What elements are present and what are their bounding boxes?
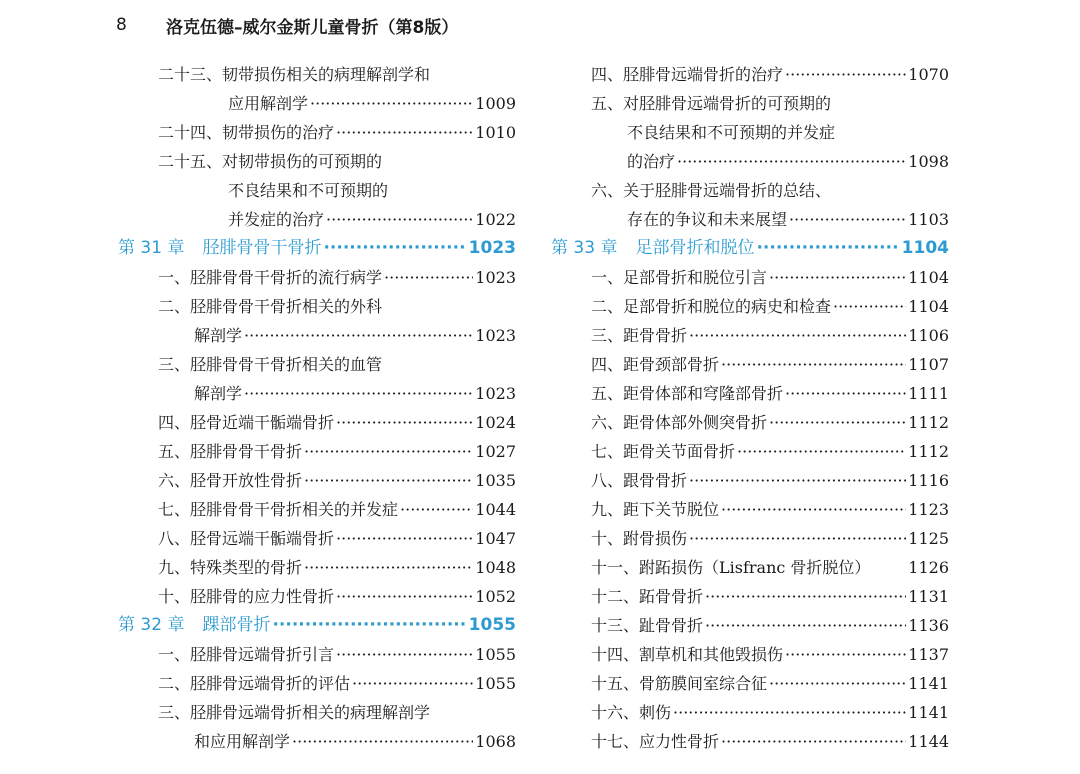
leader-dots [689, 321, 906, 350]
page-ref: 1023 [475, 268, 516, 287]
entry-title: 二、胫腓骨骨干骨折相关的外科 [158, 297, 383, 316]
leader-dots [336, 640, 473, 669]
leader-dots [323, 234, 466, 263]
toc-entry [118, 89, 516, 118]
entry-title: 一、胫腓骨远端骨折引言 [158, 645, 335, 664]
toc-entry [551, 727, 949, 756]
entry-title: 解剖学 [194, 384, 243, 403]
toc-entry [551, 118, 949, 147]
entry-title: 不良结果和不可预期的 [228, 181, 389, 200]
toc-entry [551, 147, 949, 176]
entry-title: 二十三、韧带损伤相关的病理解剖学和 [158, 65, 431, 84]
chapter-title: 胫腓骨骨干骨折 [202, 238, 322, 258]
entry-title: 九、特殊类型的骨折 [158, 558, 303, 577]
entry-title: 五、胫腓骨骨干骨折 [158, 442, 303, 461]
entry-title: 一、足部骨折和脱位引言 [591, 268, 768, 287]
toc-entry [551, 553, 949, 582]
leader-dots [244, 379, 473, 408]
toc-entry [551, 466, 949, 495]
leader-dots [304, 437, 473, 466]
toc-entry [118, 176, 516, 205]
toc-entry [551, 698, 949, 727]
leader-dots [244, 321, 473, 350]
toc-entry [118, 495, 516, 524]
leader-dots [400, 495, 473, 524]
toc-entry [118, 524, 516, 553]
entry-title: 十四、割草机和其他毁损伤 [591, 645, 784, 664]
leader-dots [721, 727, 906, 756]
entry-title: 三、胫腓骨远端骨折相关的病理解剖学 [158, 703, 431, 722]
toc-entry [551, 350, 949, 379]
toc-entry [551, 205, 949, 234]
entry-title: 一、胫腓骨骨干骨折的流行病学 [158, 268, 383, 287]
chapter-heading [118, 611, 516, 640]
toc-entry [118, 408, 516, 437]
leader-dots [304, 553, 473, 582]
entry-title: 解剖学 [194, 326, 243, 345]
page-ref: 1104 [908, 297, 949, 316]
entry-title: 应用解剖学 [228, 94, 309, 113]
entry-title: 并发症的治疗 [228, 210, 325, 229]
page-ref: 1141 [908, 674, 949, 693]
leader-dots [721, 495, 906, 524]
entry-title: 六、胫骨开放性骨折 [158, 471, 303, 490]
toc-entry [551, 321, 949, 350]
leader-dots [326, 205, 473, 234]
entry-title: 六、关于胫腓骨远端骨折的总结、 [591, 181, 832, 200]
toc-entry [551, 640, 949, 669]
page-ref: 1027 [475, 442, 516, 461]
page-ref: 1136 [908, 616, 949, 635]
page-ref: 1107 [908, 355, 949, 374]
chapter-title: 踝部骨折 [202, 615, 271, 635]
leader-dots [292, 727, 473, 756]
leader-dots [705, 582, 906, 611]
toc-column-left [118, 60, 516, 756]
entry-title: 十七、应力性骨折 [591, 732, 720, 751]
chapter-heading [118, 234, 516, 263]
chapter-number: 第 31 章 [118, 238, 185, 258]
toc-entry [551, 437, 949, 466]
toc-entry [551, 89, 949, 118]
leader-dots [336, 118, 473, 147]
entry-title: 和应用解剖学 [194, 732, 291, 751]
page-ref: 1023 [475, 326, 516, 345]
leader-dots [785, 379, 906, 408]
page-ref: 1098 [908, 152, 949, 171]
toc-entry [118, 60, 516, 89]
page-ref: 1144 [908, 732, 949, 751]
entry-title: 十三、趾骨骨折 [591, 616, 704, 635]
entry-title: 三、胫腓骨骨干骨折相关的血管 [158, 355, 383, 374]
page-ref: 1052 [475, 587, 516, 606]
toc-entry [118, 553, 516, 582]
page-ref: 1112 [908, 442, 949, 461]
entry-title: 二十五、对韧带损伤的可预期的 [158, 152, 383, 171]
leader-dots [677, 147, 906, 176]
chapter-number: 第 33 章 [551, 238, 618, 258]
chapter-title: 足部骨折和脱位 [635, 238, 755, 258]
page-ref: 1047 [475, 529, 516, 548]
leader-dots [673, 698, 906, 727]
entry-title: 十六、刺伤 [591, 703, 672, 722]
toc-entry [118, 466, 516, 495]
toc-column-right [551, 60, 949, 756]
entry-title: 四、距骨颈部骨折 [591, 355, 720, 374]
toc-entry [551, 408, 949, 437]
leader-dots [769, 263, 906, 292]
page-ref: 1103 [908, 210, 949, 229]
toc-entry [118, 205, 516, 234]
entry-title: 五、距骨体部和穹隆部骨折 [591, 384, 784, 403]
leader-dots [336, 408, 473, 437]
page-ref: 1111 [908, 384, 949, 403]
toc-entry [118, 147, 516, 176]
toc-entry [118, 640, 516, 669]
page-ref: 1023 [468, 238, 516, 258]
entry-title: 四、胫腓骨远端骨折的治疗 [591, 65, 784, 84]
leader-dots [352, 669, 473, 698]
page-ref: 1068 [475, 732, 516, 751]
toc-entry [118, 669, 516, 698]
toc-entry [118, 727, 516, 756]
leader-dots [310, 89, 473, 118]
toc-entry [551, 176, 949, 205]
entry-title: 五、对胫腓骨远端骨折的可预期的 [591, 94, 832, 113]
leader-dots [789, 205, 906, 234]
leader-dots [721, 350, 906, 379]
toc-entry [118, 118, 516, 147]
page-ref: 1141 [908, 703, 949, 722]
page-ref: 1104 [908, 268, 949, 287]
entry-title: 二、足部骨折和脱位的病史和检查 [591, 297, 832, 316]
page-ref: 1123 [908, 500, 949, 519]
page-ref: 1125 [908, 529, 949, 548]
leader-dots [689, 524, 906, 553]
leader-dots [304, 466, 473, 495]
toc-entry [118, 263, 516, 292]
entry-title: 八、胫骨远端干骺端骨折 [158, 529, 335, 548]
leader-dots [272, 611, 466, 640]
page-ref: 1116 [908, 471, 949, 490]
leader-dots [756, 234, 899, 263]
toc-entry [551, 582, 949, 611]
page-ref: 1048 [475, 558, 516, 577]
leader-dots [384, 263, 473, 292]
toc-entry [551, 379, 949, 408]
page-ref: 1055 [475, 645, 516, 664]
entry-title: 十二、跖骨骨折 [591, 587, 704, 606]
page-ref: 1035 [475, 471, 516, 490]
page-ref: 1010 [475, 123, 516, 142]
page-ref: 1024 [475, 413, 516, 432]
leader-dots [785, 640, 906, 669]
page-header [116, 10, 458, 40]
toc-entry [551, 495, 949, 524]
entry-title: 八、跟骨骨折 [591, 471, 688, 490]
page-ref: 1112 [908, 413, 949, 432]
entry-title: 三、距骨骨折 [591, 326, 688, 345]
toc-entry [551, 263, 949, 292]
page-ref: 1009 [475, 94, 516, 113]
leader-dots [785, 60, 906, 89]
page-ref: 1022 [475, 210, 516, 229]
entry-title: 二十四、韧带损伤的治疗 [158, 123, 335, 142]
toc-entry [118, 321, 516, 350]
leader-dots [705, 611, 906, 640]
toc-entry [551, 524, 949, 553]
toc-entry [118, 437, 516, 466]
toc-entry [551, 669, 949, 698]
entry-title: 十、跗骨损伤 [591, 529, 688, 548]
toc-entry [551, 611, 949, 640]
leader-dots [336, 524, 473, 553]
entry-title: 六、距骨体部外侧突骨折 [591, 413, 768, 432]
entry-title: 十一、跗跖损伤（Lisfranc 骨折脱位） [591, 558, 871, 577]
book-title: 洛克伍德–威尔金斯儿童骨折（第8版） [166, 17, 459, 38]
entry-title: 二、胫腓骨远端骨折的评估 [158, 674, 351, 693]
toc-entry [118, 379, 516, 408]
toc-entry [118, 350, 516, 379]
entry-title: 十、胫腓骨的应力性骨折 [158, 587, 335, 606]
toc-entry [118, 698, 516, 727]
chapter-number: 第 32 章 [118, 615, 185, 635]
page-ref: 1131 [908, 587, 949, 606]
entry-title: 四、胫骨近端干骺端骨折 [158, 413, 335, 432]
page-ref: 1055 [475, 674, 516, 693]
leader-dots [769, 408, 906, 437]
page-ref: 1106 [908, 326, 949, 345]
entry-title: 九、距下关节脱位 [591, 500, 720, 519]
page-ref: 1104 [901, 238, 949, 258]
page-number: 8 [116, 15, 127, 35]
toc-entry [118, 292, 516, 321]
page-ref: 1055 [468, 615, 516, 635]
entry-title: 存在的争议和未来展望 [627, 210, 788, 229]
leader-dots [336, 582, 473, 611]
entry-title: 不良结果和不可预期的并发症 [627, 123, 836, 142]
page-ref: 1023 [475, 384, 516, 403]
leader-dots [689, 466, 906, 495]
entry-title: 十五、骨筋膜间室综合征 [591, 674, 768, 693]
entry-title: 七、距骨关节面骨折 [591, 442, 736, 461]
page-ref: 1044 [475, 500, 516, 519]
entry-title: 的治疗 [627, 152, 676, 171]
page-ref: 1126 [908, 558, 949, 577]
page-ref: 1070 [908, 65, 949, 84]
toc-entry [551, 292, 949, 321]
entry-title: 七、胫腓骨骨干骨折相关的并发症 [158, 500, 399, 519]
leader-dots [833, 292, 906, 321]
page-ref: 1137 [908, 645, 949, 664]
toc-entry [118, 582, 516, 611]
leader-dots [737, 437, 906, 466]
leader-dots [769, 669, 906, 698]
chapter-heading [551, 234, 949, 263]
toc-entry [551, 60, 949, 89]
